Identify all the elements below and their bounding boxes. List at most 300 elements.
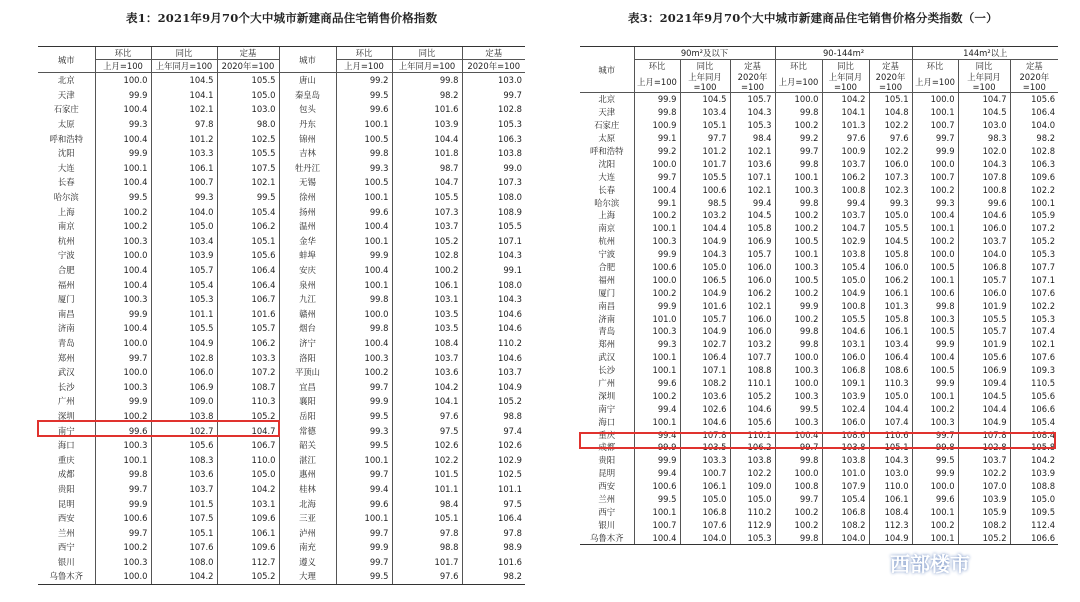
index-value: 102.7 (151, 423, 217, 438)
table-row (580, 248, 1058, 261)
index-value: 105.6 (1010, 93, 1058, 106)
index-value: 99.7 (912, 428, 958, 441)
city-name: 石家庄 (594, 120, 620, 131)
hb-header: 环比 (336, 47, 392, 60)
index-value: 99.4 (634, 402, 680, 415)
index-value: 105.0 (680, 493, 730, 506)
index-value: 99.7 (336, 555, 392, 570)
index-value: 100.8 (958, 183, 1010, 196)
index-value: 105.4 (151, 277, 217, 292)
index-value: 99.7 (336, 467, 392, 482)
index-value: 109.4 (958, 377, 1010, 390)
index-value: 104.6 (462, 350, 525, 365)
index-value: 100.4 (95, 131, 151, 146)
index-value: 100.1 (95, 452, 151, 467)
city-name: 南京 (598, 223, 616, 234)
city-name: 丹东 (279, 117, 336, 132)
index-value: 107.3 (869, 170, 912, 183)
table-row (580, 377, 1058, 390)
index-value: 97.8 (392, 525, 462, 540)
index-value: 104.1 (151, 88, 217, 103)
index-value: 99.9 (634, 299, 680, 312)
index-value: 102.9 (462, 452, 525, 467)
index-value: 99.8 (775, 531, 822, 544)
index-value: 102.6 (462, 438, 525, 453)
city-name: 石家庄 (53, 104, 79, 115)
index-value: 99.7 (336, 525, 392, 540)
city-name: 南昌 (598, 300, 616, 311)
hb-base: 上月=100 (634, 72, 680, 93)
index-value: 107.8 (958, 428, 1010, 441)
index-value: 101.6 (217, 307, 279, 322)
city-name: 呼和浩特 (590, 146, 624, 156)
index-value: 101.5 (392, 467, 462, 482)
index-value: 100.0 (775, 351, 822, 364)
index-value: 99.7 (95, 525, 151, 540)
index-value: 100.1 (336, 190, 392, 205)
index-value: 104.8 (869, 106, 912, 119)
index-value: 112.4 (1010, 518, 1058, 531)
index-value: 99.5 (336, 438, 392, 453)
index-value: 99.9 (634, 454, 680, 467)
index-value: 104.6 (958, 209, 1010, 222)
index-value: 106.7 (217, 292, 279, 307)
table-row (580, 441, 1058, 454)
index-value: 106.4 (1010, 106, 1058, 119)
index-value: 108.4 (392, 336, 462, 351)
index-value: 100.1 (634, 415, 680, 428)
index-value: 105.8 (730, 222, 775, 235)
index-value: 110.5 (1010, 377, 1058, 390)
hb-base: 上月=100 (336, 60, 392, 73)
index-value: 103.5 (392, 307, 462, 322)
index-value: 104.3 (730, 106, 775, 119)
index-value: 105.4 (1010, 415, 1058, 428)
index-value: 102.8 (392, 248, 462, 263)
table-row (580, 261, 1058, 274)
index-value: 112.9 (730, 518, 775, 531)
city-name: 秦皇岛 (279, 88, 336, 103)
index-value: 100.2 (95, 409, 151, 424)
index-value: 100.3 (336, 350, 392, 365)
table-row (580, 119, 1058, 132)
hb-base: 上月=100 (95, 60, 151, 73)
index-value: 100.1 (634, 351, 680, 364)
city-name: 昆明 (598, 468, 616, 479)
group-90-144-header: 90-144m² (775, 47, 912, 60)
index-value: 105.8 (1010, 441, 1058, 454)
index-value: 105.7 (958, 325, 1010, 338)
index-value: 100.1 (912, 389, 958, 402)
index-value: 108.3 (151, 452, 217, 467)
index-value: 102.2 (730, 467, 775, 480)
city-name: 乌鲁木齐 (580, 531, 634, 544)
index-value: 102.8 (462, 102, 525, 117)
index-value: 99.8 (775, 157, 822, 170)
city-name: 宜昌 (279, 379, 336, 394)
index-value: 98.4 (730, 132, 775, 145)
hb-header: 环比 (912, 60, 958, 73)
index-value: 108.0 (462, 190, 525, 205)
index-value: 99.9 (336, 248, 392, 263)
index-value: 99.6 (336, 496, 392, 511)
table-row (38, 204, 525, 219)
index-value: 105.1 (869, 93, 912, 106)
index-value: 102.1 (730, 299, 775, 312)
index-value: 99.9 (634, 441, 680, 454)
index-value: 97.4 (462, 423, 525, 438)
dj-base (869, 72, 912, 93)
index-value: 103.9 (1010, 467, 1058, 480)
index-value: 104.9 (680, 286, 730, 299)
index-value: 104.1 (822, 106, 869, 119)
index-value: 102.2 (1010, 299, 1058, 312)
city-name: 青岛 (57, 337, 75, 348)
index-value: 101.9 (958, 299, 1010, 312)
city-name: 贵阳 (57, 483, 75, 494)
index-value: 107.4 (1010, 325, 1058, 338)
index-value: 105.6 (958, 351, 1010, 364)
index-value: 107.5 (217, 161, 279, 176)
index-value: 98.8 (392, 540, 462, 555)
index-value: 107.1 (680, 364, 730, 377)
index-value: 99.7 (775, 493, 822, 506)
table-row (38, 307, 525, 322)
index-value: 100.2 (634, 209, 680, 222)
index-value: 105.0 (869, 209, 912, 222)
table-row (580, 531, 1058, 544)
index-value: 105.0 (822, 273, 869, 286)
index-value: 97.6 (392, 409, 462, 424)
index-value: 105.2 (392, 234, 462, 249)
index-value: 100.2 (775, 119, 822, 132)
city-name: 郑州 (57, 352, 75, 363)
index-value: 100.0 (775, 467, 822, 480)
tb-header: 同比 (680, 60, 730, 73)
index-value: 99.9 (95, 496, 151, 511)
index-value: 98.2 (392, 88, 462, 103)
tb-base-line2: =100 (693, 82, 717, 92)
index-value: 98.2 (462, 569, 525, 584)
watermark: 西部楼市 (890, 552, 970, 576)
index-value: 99.7 (775, 441, 822, 454)
index-value: 108.9 (462, 204, 525, 219)
index-value: 97.6 (822, 132, 869, 145)
index-value: 100.4 (95, 321, 151, 336)
dj-header: 定基 (462, 47, 525, 60)
city-name: 常德 (279, 423, 336, 438)
index-value: 99.8 (912, 441, 958, 454)
index-value: 103.0 (958, 119, 1010, 132)
index-value: 99.7 (95, 482, 151, 497)
city-name: 海口 (57, 440, 75, 451)
index-value: 100.2 (95, 204, 151, 219)
tb-base-line1: 上年同月 (828, 72, 863, 82)
index-value: 100.7 (912, 119, 958, 132)
index-value: 100.4 (634, 531, 680, 544)
index-value: 100.5 (775, 273, 822, 286)
city-name: 韶关 (279, 438, 336, 453)
index-value: 102.1 (730, 183, 775, 196)
index-value: 102.4 (822, 402, 869, 415)
index-value: 104.6 (462, 321, 525, 336)
dj-base (730, 72, 775, 93)
table-row (580, 222, 1058, 235)
index-value: 107.1 (1010, 273, 1058, 286)
index-value: 107.9 (822, 480, 869, 493)
index-value: 103.3 (217, 350, 279, 365)
table-row (580, 506, 1058, 519)
index-value: 100.1 (336, 452, 392, 467)
table-row (580, 338, 1058, 351)
city-name: 北海 (279, 496, 336, 511)
city-name: 长春 (598, 184, 616, 195)
index-value: 99.9 (634, 93, 680, 106)
index-value: 104.5 (958, 389, 1010, 402)
index-value: 100.5 (336, 131, 392, 146)
index-value: 105.2 (217, 569, 279, 584)
index-value: 105.7 (217, 321, 279, 336)
city-name: 成都 (598, 442, 616, 453)
index-value: 106.9 (730, 235, 775, 248)
index-value: 97.8 (151, 117, 217, 132)
index-value: 100.7 (151, 175, 217, 190)
index-value: 99.6 (912, 493, 958, 506)
city-name: 西宁 (57, 542, 75, 553)
index-value: 105.5 (462, 219, 525, 234)
index-value: 99.5 (775, 402, 822, 415)
index-value: 100.6 (912, 286, 958, 299)
index-value: 110.0 (217, 452, 279, 467)
index-value: 105.5 (151, 321, 217, 336)
city-name: 太原 (598, 133, 616, 144)
index-value: 109.1 (822, 377, 869, 390)
hb-header: 环比 (775, 60, 822, 73)
index-value: 109.6 (217, 511, 279, 526)
tb-base-line1: 上年同月 (967, 72, 1001, 82)
index-value: 106.2 (217, 336, 279, 351)
index-value: 106.5 (680, 273, 730, 286)
index-value: 103.8 (822, 248, 869, 261)
index-value: 100.7 (680, 467, 730, 480)
index-value: 105.7 (730, 248, 775, 261)
index-value: 107.2 (217, 365, 279, 380)
index-value: 104.6 (730, 402, 775, 415)
index-value: 104.7 (958, 93, 1010, 106)
index-value: 107.8 (680, 428, 730, 441)
city-name: 桂林 (279, 482, 336, 497)
index-value: 102.2 (392, 452, 462, 467)
index-value: 100.2 (912, 402, 958, 415)
index-value: 100.3 (95, 555, 151, 570)
index-value: 100.2 (912, 518, 958, 531)
index-value: 100.6 (634, 480, 680, 493)
index-value: 99.9 (912, 145, 958, 158)
table-row (38, 350, 525, 365)
index-value: 106.2 (822, 170, 869, 183)
table-row (38, 452, 525, 467)
city-name: 成都 (57, 469, 75, 480)
index-value: 100.2 (95, 540, 151, 555)
city-name: 平顶山 (279, 365, 336, 380)
index-value: 105.0 (869, 389, 912, 402)
index-value: 100.1 (634, 364, 680, 377)
index-value: 99.9 (336, 394, 392, 409)
index-value: 99.5 (336, 88, 392, 103)
index-value: 99.3 (912, 196, 958, 209)
index-value: 105.2 (958, 531, 1010, 544)
hb-header: 环比 (95, 47, 151, 60)
city-name: 上海 (57, 206, 75, 217)
index-value: 101.0 (634, 312, 680, 325)
city-name: 贵阳 (598, 455, 616, 466)
index-value: 99.1 (634, 132, 680, 145)
index-value: 104.0 (1010, 119, 1058, 132)
city-name: 湛江 (279, 452, 336, 467)
table-row (38, 263, 525, 278)
index-value: 103.7 (462, 365, 525, 380)
index-value: 99.5 (336, 569, 392, 584)
city-name: 长春 (57, 177, 75, 188)
index-value: 106.6 (1010, 402, 1058, 415)
table-row (580, 480, 1058, 493)
city-name: 银川 (57, 556, 75, 567)
index-value: 110.2 (730, 506, 775, 519)
index-value: 99.7 (775, 145, 822, 158)
index-value: 99.8 (634, 106, 680, 119)
city-header: 城市 (38, 47, 95, 73)
index-value: 104.2 (217, 482, 279, 497)
index-value: 106.1 (151, 161, 217, 176)
hb-header: 环比 (634, 60, 680, 73)
index-value: 107.1 (462, 234, 525, 249)
index-value: 100.3 (95, 379, 151, 394)
index-value: 100.1 (912, 531, 958, 544)
index-value: 100.6 (95, 511, 151, 526)
index-value: 108.8 (730, 364, 775, 377)
index-value: 104.4 (958, 402, 1010, 415)
hb-base: 上月=100 (912, 72, 958, 93)
index-value: 107.0 (958, 480, 1010, 493)
index-value: 104.5 (958, 106, 1010, 119)
index-value: 99.4 (336, 482, 392, 497)
index-value: 108.7 (217, 379, 279, 394)
index-value: 100.5 (775, 235, 822, 248)
index-value: 97.5 (392, 423, 462, 438)
index-value: 104.2 (151, 569, 217, 584)
index-value: 100.2 (392, 263, 462, 278)
index-value: 100.3 (775, 389, 822, 402)
index-value: 103.0 (217, 102, 279, 117)
city-name: 唐山 (279, 73, 336, 88)
city-name: 长沙 (598, 365, 616, 376)
table-row (580, 235, 1058, 248)
index-value: 110.1 (730, 428, 775, 441)
index-value: 100.4 (95, 102, 151, 117)
index-value: 106.1 (217, 525, 279, 540)
city-name: 惠州 (279, 467, 336, 482)
index-value: 101.6 (462, 555, 525, 570)
index-value: 99.7 (462, 88, 525, 103)
index-value: 101.3 (869, 299, 912, 312)
index-value: 99.3 (151, 190, 217, 205)
index-value: 104.4 (392, 131, 462, 146)
index-value: 100.1 (912, 106, 958, 119)
index-value: 102.1 (1010, 338, 1058, 351)
index-value: 100.0 (95, 365, 151, 380)
table-row (580, 518, 1058, 531)
index-value: 100.3 (775, 415, 822, 428)
index-value: 108.0 (462, 277, 525, 292)
table-row (38, 219, 525, 234)
index-value: 100.2 (634, 389, 680, 402)
index-value: 104.1 (392, 394, 462, 409)
index-value: 99.8 (336, 292, 392, 307)
index-value: 107.6 (680, 518, 730, 531)
index-value: 105.5 (392, 190, 462, 205)
index-value: 105.6 (730, 415, 775, 428)
city-name: 青岛 (598, 326, 616, 337)
table-row (38, 292, 525, 307)
index-value: 101.6 (680, 299, 730, 312)
index-value: 101.1 (462, 482, 525, 497)
index-value: 109.0 (730, 480, 775, 493)
city-name: 合肥 (57, 265, 75, 276)
index-value: 106.8 (822, 506, 869, 519)
index-value: 101.3 (822, 119, 869, 132)
city-name: 海口 (598, 416, 616, 427)
index-value: 110.2 (462, 336, 525, 351)
index-value: 99.8 (775, 196, 822, 209)
index-value: 106.7 (217, 438, 279, 453)
index-value: 102.2 (1010, 183, 1058, 196)
index-value: 99.8 (775, 106, 822, 119)
index-value: 100.3 (634, 235, 680, 248)
index-value: 107.7 (1010, 261, 1058, 274)
index-value: 99.6 (634, 377, 680, 390)
index-value: 99.3 (634, 338, 680, 351)
table1 (38, 46, 525, 585)
index-value: 101.7 (392, 555, 462, 570)
index-value: 105.1 (869, 441, 912, 454)
city-name: 厦门 (598, 287, 616, 298)
index-value: 100.4 (912, 209, 958, 222)
dj-base: 2020年=100 (217, 60, 279, 73)
city-name: 兰州 (598, 494, 616, 505)
index-value: 104.7 (392, 175, 462, 190)
index-value: 97.6 (392, 569, 462, 584)
index-value: 104.0 (151, 204, 217, 219)
index-value: 100.0 (634, 157, 680, 170)
city-name: 长沙 (57, 381, 75, 392)
index-value: 104.7 (217, 423, 279, 438)
city-name: 济南 (57, 323, 75, 334)
index-value: 99.9 (336, 540, 392, 555)
table-row (580, 145, 1058, 158)
index-value: 102.2 (958, 467, 1010, 480)
city-name: 深圳 (598, 390, 616, 401)
tb-base (680, 72, 730, 93)
index-value: 107.3 (462, 175, 525, 190)
index-value: 105.9 (958, 506, 1010, 519)
index-value: 103.8 (462, 146, 525, 161)
index-value: 100.9 (634, 119, 680, 132)
index-value: 105.5 (217, 73, 279, 88)
index-value: 99.9 (912, 467, 958, 480)
table-row (580, 389, 1058, 402)
index-value: 110.6 (869, 428, 912, 441)
table-row (38, 102, 525, 117)
